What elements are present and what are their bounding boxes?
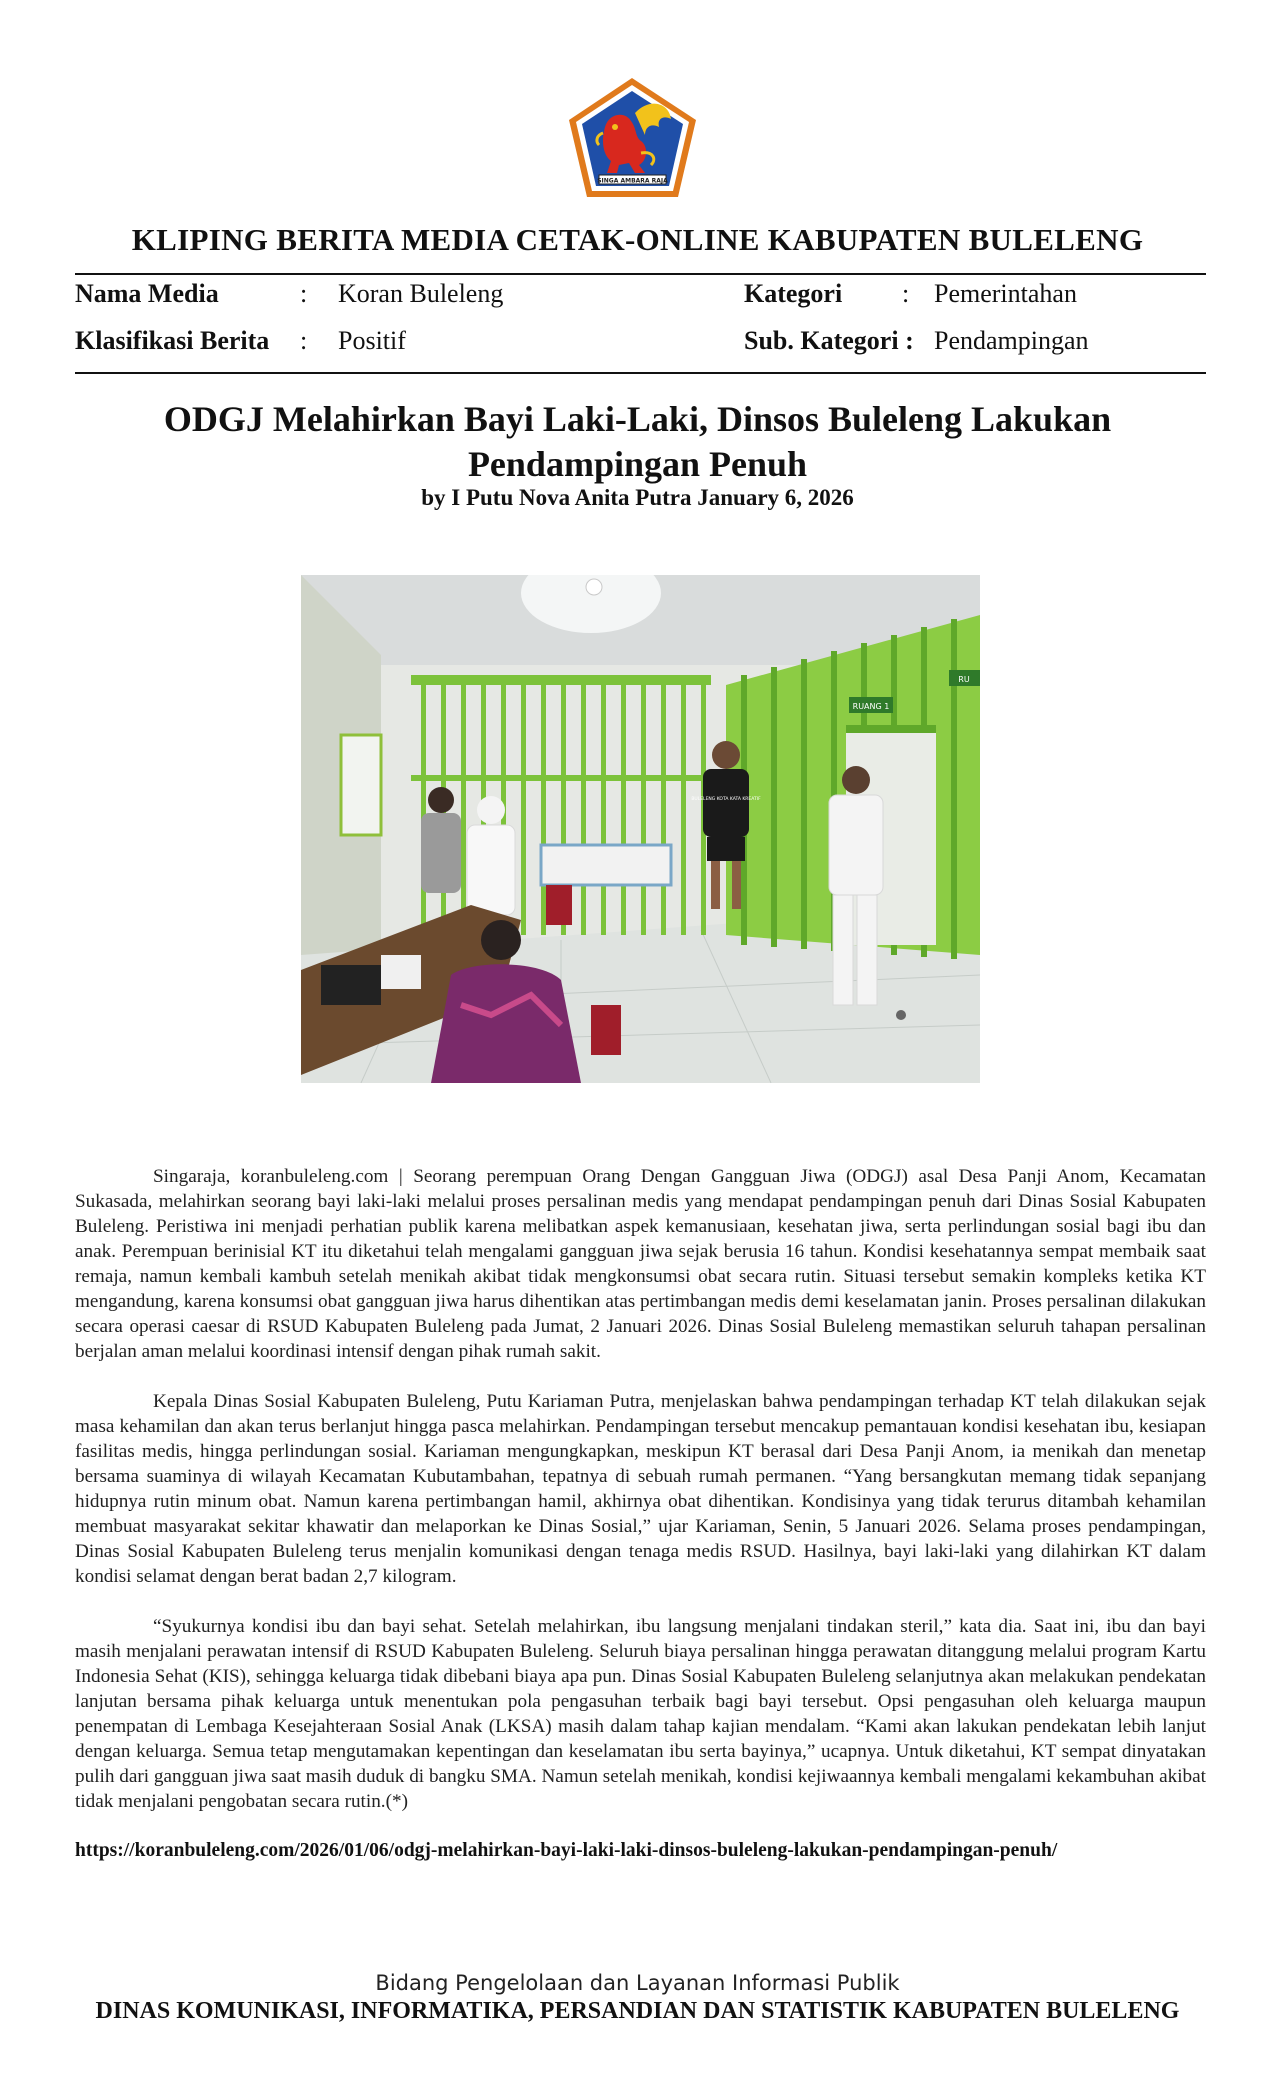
media-label: Nama Media bbox=[75, 279, 219, 308]
photo-room-sign-2: RU bbox=[958, 675, 970, 684]
category-colon: : bbox=[902, 279, 910, 308]
subcategory-label: Sub. Kategori : bbox=[744, 326, 914, 355]
article-body bbox=[75, 1164, 1206, 1839]
classification-label: Klasifikasi Berita bbox=[75, 326, 270, 355]
header-divider-top bbox=[75, 273, 1206, 275]
article-headline: ODGJ Melahirkan Bayi Laki-Laki, Dinsos Buleleng Lakukan Pendampingan Penuh bbox=[163, 399, 1112, 484]
category-value: Pemerintahan bbox=[934, 279, 1077, 308]
regency-logo bbox=[565, 75, 700, 200]
photo-room-sign: RUANG 1 bbox=[852, 702, 890, 711]
subcategory-value: Pendampingan bbox=[934, 326, 1089, 355]
footer-division: Bidang Pengelolaan dan Layanan Informasi Publik bbox=[375, 1971, 900, 1995]
classification-value: Positif bbox=[338, 326, 406, 355]
category-label: Kategori bbox=[744, 279, 843, 308]
article-source-url: https://koranbuleleng.com/2026/01/06/odgj-melahirkan-bayi-laki-laki-dinsos-buleleng-lakukan-pendampingan-penuh/ bbox=[75, 1840, 1058, 1861]
media-colon: : bbox=[300, 279, 308, 308]
article-photo bbox=[301, 575, 980, 1083]
media-value: Koran Buleleng bbox=[338, 279, 504, 308]
footer-agency: DINAS KOMUNIKASI, INFORMATIKA, PERSANDIAN DAN STATISTIK KABUPATEN BULELENG bbox=[95, 1998, 1180, 2024]
classification-colon: : bbox=[300, 326, 308, 355]
article-paragraph: Singaraja, koranbuleleng.com | Seorang perempuan Orang Dengan Gangguan Jiwa (ODGJ) asal Desa Panji Anom, Kecamatan Sukasada, melahirkan seorang bayi laki-laki melalui proses persalinan medis yang mendapat pendampingan penuh dari Dinas Sosial Kabupaten Buleleng. Peristiwa ini menjadi perhatian publik karena melibatkan aspek kemanusiaan, kesehatan jiwa, serta perlindungan sosial bagi ibu dan anak. Perempuan berinisial KT itu diketahui telah mengalami gangguan jiwa sejak berusia 16 tahun. Kondisi kesehatannya sempat membaik saat remaja, namun kembali kambuh setelah menikah akibat tidak mengkonsumsi obat secara rutin. Situasi tersebut semakin kompleks ketika KT mengandung, karena konsumsi obat gangguan jiwa harus dihentikan atas pertimbangan medis demi keselamatan janin. Proses persalinan dilakukan secara operasi caesar di RSUD Kabupaten Buleleng pada Jumat, 2 Januari 2026. Dinas Sosial Buleleng memastikan seluruh tahapan persalinan berjalan aman melalui koordinasi intensif dengan pihak rumah sakit. bbox=[75, 1166, 1206, 1362]
clipping-header-title: KLIPING BERITA MEDIA CETAK-ONLINE KABUPATEN BULELENG bbox=[131, 222, 1144, 257]
logo-motto: SINGA AMBARA RAJA bbox=[597, 177, 668, 185]
photo-shirt-text: BULELENG KOTA KATA KREATIF bbox=[691, 797, 761, 802]
article-paragraph: “Syukurnya kondisi ibu dan bayi sehat. Setelah melahirkan, ibu langsung menjalani tindakan steril,” kata dia. Saat ini, ibu dan bayi masih menjalani perawatan intensif di RSUD Kabupaten Buleleng. Seluruh biaya persalinan hingga perawatan ditanggung melalui program Kartu Indonesia Sehat (KIS), sehingga keluarga tidak dibebani biaya apa pun. Dinas Sosial Kabupaten Buleleng selanjutnya akan melakukan pendekatan lanjutan bersama pihak keluarga untuk menentukan pola pengasuhan terbaik bagi bayi tersebut. Opsi pengasuhan oleh keluarga maupun penempatan di Lembaga Kesejahteraan Sosial Anak (LKSA) masih dalam tahap kajian mendalam. “Kami akan lakukan pendekatan lebih lanjut dengan keluarga. Semua tetap mengutamakan kepentingan dan keselamatan ibu serta bayinya,” ucapnya. Untuk diketahui, KT sempat dinyatakan pulih dari gangguan jiwa saat masih duduk di bangku SMA. Namun setelah menikah, kondisi kejiwaannya kembali mengalami kekambuhan akibat tidak menjalani pengobatan secara rutin.(*) bbox=[75, 1616, 1206, 1812]
article-paragraph: Kepala Dinas Sosial Kabupaten Buleleng, Putu Kariaman Putra, menjelaskan bahwa pendampingan terhadap KT telah dilakukan sejak masa kehamilan dan akan terus berlanjut hingga pasca melahirkan. Pendampingan tersebut mencakup pemantauan kondisi kesehatan ibu, kesiapan fasilitas medis, hingga perlindungan sosial. Kariaman mengungkapkan, meskipun KT berasal dari Desa Panji Anom, ia menikah dan menetap bersama suaminya di wilayah Kecamatan Kubutambahan, tepatnya di sebuah rumah permanen. “Yang bersangkutan memang tidak sepanjang hidupnya rutin minum obat. Namun karena pertimbangan hamil, akhirnya obat dihentikan. Kondisinya yang tidak terurus ditambah kehamilan membuat masyarakat sekitar khawatir dan melaporkan ke Dinas Sosial,” ujar Kariaman, Senin, 5 Januari 2026. Selama proses pendampingan, Dinas Sosial Kabupaten Buleleng terus menjalin komunikasi dengan tenaga medis RSUD. Hasilnya, bayi laki-laki yang dilahirkan KT dalam kondisi selamat dengan berat badan 2,7 kilogram. bbox=[75, 1391, 1206, 1587]
header-divider-bottom bbox=[75, 372, 1206, 374]
article-byline: by I Putu Nova Anita Putra January 6, 2026 bbox=[421, 485, 854, 510]
